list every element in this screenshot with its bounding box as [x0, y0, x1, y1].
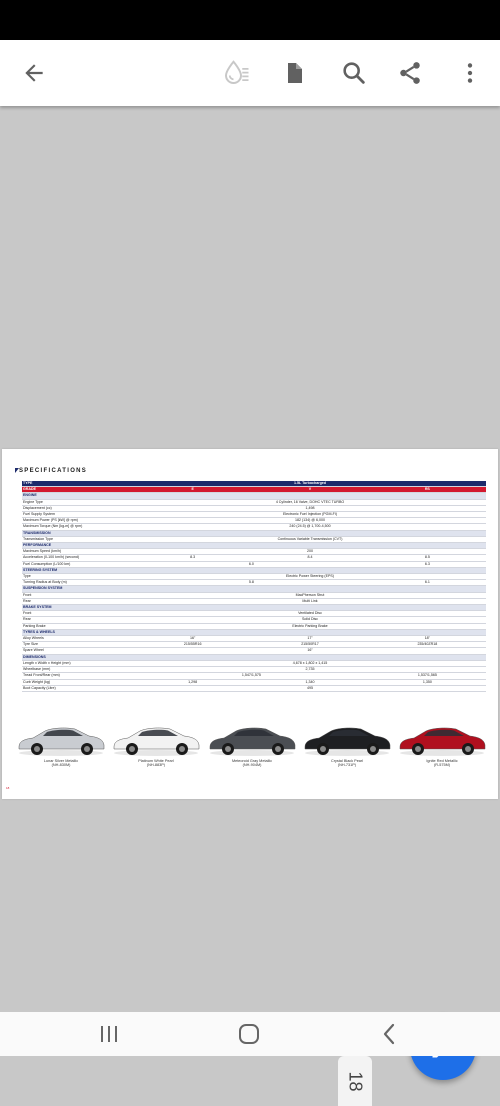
spec-value: 1,498 [134, 505, 486, 511]
spec-label: Fuel Consumption (L/100 km) [22, 561, 134, 567]
spec-value: Solid Disc [134, 617, 486, 623]
spec-value: 1,340 [251, 679, 368, 685]
spec-label: STEERING SYSTEM [22, 567, 486, 573]
pdf-page [2, 449, 498, 799]
recent-apps-icon[interactable] [94, 1020, 124, 1048]
spec-value: Electric Parking Brake [134, 623, 486, 629]
page-number: 18 [345, 1070, 366, 1092]
spec-label: TRANSMISSION [22, 530, 486, 536]
spec-label: Engine Type [22, 499, 134, 505]
spec-value: 5.8 [134, 580, 369, 586]
spec-label: Fuel Supply System [22, 512, 134, 518]
spec-value: 8.3 [134, 555, 251, 561]
water-drop-icon[interactable] [220, 57, 252, 89]
spec-label: Tyre Size [22, 642, 134, 648]
car-image [15, 719, 107, 759]
spec-value: 240 (24.5) @ 1,700-4,500 [134, 524, 486, 530]
page-indicator[interactable] [338, 1056, 372, 1106]
navigation-bar [0, 1012, 500, 1056]
spec-value: V [251, 487, 368, 493]
back-arrow-icon[interactable] [18, 57, 50, 89]
spec-label: SUSPENSION SYSTEM [22, 586, 486, 592]
spec-value: 8.5 [369, 555, 486, 561]
spec-value: E [134, 487, 251, 493]
section-title: SPECIFICATIONS [19, 468, 88, 474]
spec-value: 1,537/1,565 [369, 673, 486, 679]
spec-label: Alloy Wheels [22, 636, 134, 642]
car-image [206, 719, 298, 759]
top-toolbar [0, 40, 500, 106]
spec-value: Electronic Fuel Injection (PGM-FI) [134, 512, 486, 518]
spec-label: Maximum Power (PS [kW] @ rpm) [22, 518, 134, 524]
spec-label: PERFORMANCE [22, 543, 486, 549]
spec-label: Wheelbase (mm) [22, 667, 134, 673]
spec-label: Tread Front/Rear (mm) [22, 673, 134, 679]
spec-label: TYPE [22, 481, 134, 487]
car-swatch [301, 719, 393, 789]
home-icon[interactable] [234, 1020, 264, 1048]
document-icon[interactable] [278, 57, 310, 89]
spec-label: Acceleration (0-100 km/h) (second) [22, 555, 134, 561]
car-swatch [396, 719, 488, 789]
car-color-label: Crystal Black Pearl (NH-731P) [330, 759, 364, 768]
search-icon[interactable] [338, 57, 370, 89]
spec-label: Maximum Torque (Nm [kg-m] @ rpm) [22, 524, 134, 530]
spec-value: 6.1 [369, 580, 486, 586]
spec-label: Turning Radius at Body (m) [22, 580, 134, 586]
spec-value: 1,350 [369, 679, 486, 685]
spec-label: Front [22, 592, 134, 598]
spec-value: 215/55R16 [134, 642, 251, 648]
car-swatch [206, 719, 298, 789]
car-swatch [110, 719, 202, 789]
spec-value: 200 [134, 549, 486, 555]
spec-value: MacPherson Strut [134, 592, 486, 598]
spec-value: Electric Power Steering (EPS) [134, 574, 486, 580]
spec-table [22, 481, 486, 692]
spec-value: RS [369, 487, 486, 493]
spec-value: 18" [369, 636, 486, 642]
spec-label: GRADE [22, 487, 134, 493]
spec-label: Rear [22, 598, 134, 604]
car-colors [10, 719, 490, 789]
spec-label: Maximum Speed (km/h) [22, 549, 134, 555]
spec-label: Curb Weight (kg) [22, 679, 134, 685]
car-color-label: Platinum White Pearl (NH-883P) [138, 759, 174, 768]
spec-value: 182 (134) @ 6,000 [134, 518, 486, 524]
car-color-label: Ignite Red Metallic (R-575M) [426, 759, 458, 768]
spec-value: Ventilated Disc [134, 611, 486, 617]
spec-value: Continuous Variable Transmission (CVT) [134, 536, 486, 542]
document-viewer[interactable] [0, 106, 500, 1092]
spec-label: Transmission Type [22, 536, 134, 542]
spec-value: 8.4 [251, 555, 368, 561]
spec-value: 215/50R17 [251, 642, 368, 648]
spec-value: 17" [251, 636, 368, 642]
spec-label: Displacement (cc) [22, 505, 134, 511]
spec-label: Type [22, 574, 134, 580]
spec-value: 2,735 [134, 667, 486, 673]
spec-value: 4 Cylinder, 16 Valve, DOHC VTEC TURBO [134, 499, 486, 505]
car-color-label: Lunar Silver Metallic (NH-830M) [43, 759, 79, 768]
footer-page-number: 18 [6, 786, 10, 790]
spec-label: Length x Width x Height (mm) [22, 660, 134, 666]
spec-label: Spare Wheel [22, 648, 134, 654]
spec-label: Parking Brake [22, 623, 134, 629]
more-vertical-icon[interactable] [454, 57, 486, 89]
spec-label: Front [22, 611, 134, 617]
spec-label: Rear [22, 617, 134, 623]
spec-label: DIMENSIONS [22, 654, 486, 660]
spec-value: 4,678 x 1,802 x 1,415 [134, 660, 486, 666]
spec-value: 16" [134, 648, 486, 654]
spec-value: 1,298 [134, 679, 251, 685]
back-icon[interactable] [374, 1020, 404, 1048]
car-swatch [15, 719, 107, 789]
spec-value: 235/40ZR18 [369, 642, 486, 648]
spec-value: 1.5L Turbocharged [134, 481, 486, 487]
spec-label: BRAKE SYSTEM [22, 605, 486, 611]
share-icon[interactable] [394, 57, 426, 89]
spec-row [22, 685, 486, 691]
car-image [396, 719, 488, 759]
car-color-label: Meteoroid Gray Metallic (NH-904M) [231, 759, 273, 768]
spec-value: 1,547/1,575 [134, 673, 369, 679]
spec-value: 6.3 [369, 561, 486, 567]
car-image [301, 719, 393, 759]
spec-value: 6.0 [134, 561, 369, 567]
spec-value: 16" [134, 636, 251, 642]
status-bar [0, 0, 500, 40]
spec-value: 495 [134, 685, 486, 691]
spec-label: ENGINE [22, 493, 486, 499]
spec-label: Boot Capacity (Litre) [22, 685, 134, 691]
spec-value: Multi Link [134, 598, 486, 604]
car-image [110, 719, 202, 759]
spec-label: TYRES & WHEELS [22, 629, 486, 635]
